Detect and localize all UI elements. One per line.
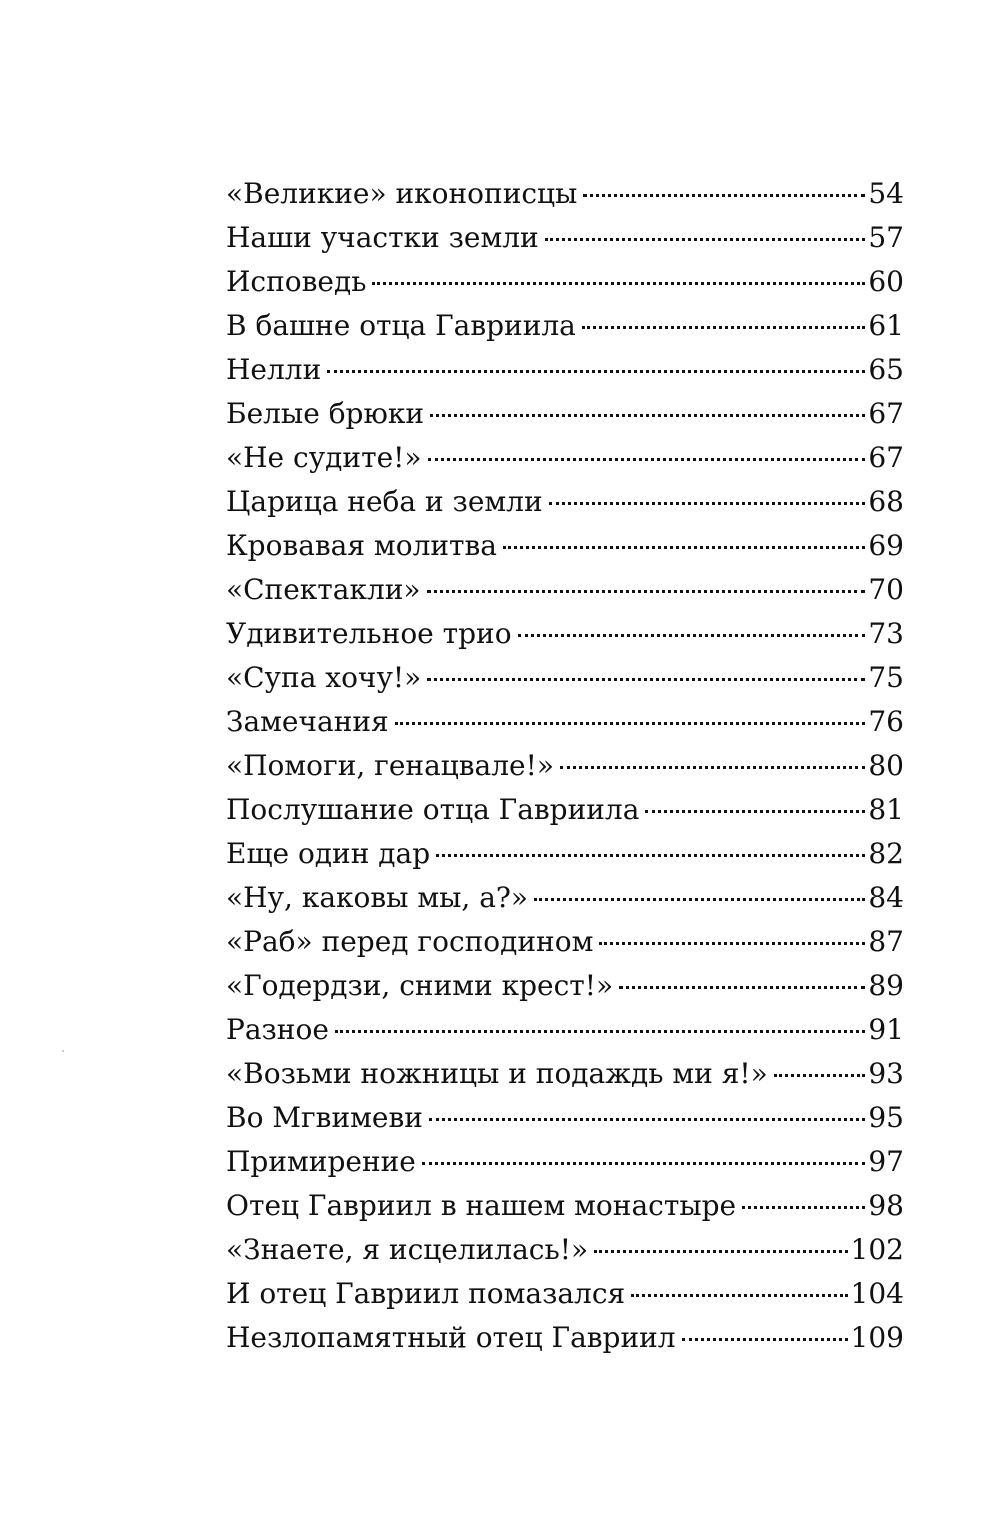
toc-entry <box>226 1184 904 1228</box>
toc-entry <box>226 832 904 876</box>
toc-entry-page: 67 <box>868 397 904 430</box>
toc-entry <box>226 436 904 480</box>
toc-entry-page: 67 <box>868 441 904 474</box>
toc-entry <box>226 172 904 216</box>
toc-entry <box>226 480 904 524</box>
toc-leader-dots <box>583 194 865 197</box>
toc-entry-title: «Возьми ножницы и подаждь ми я!» <box>226 1057 768 1090</box>
toc-entry-title: «Не судите!» <box>226 441 422 474</box>
toc-leader-dots <box>582 326 865 329</box>
toc-entry <box>226 524 904 568</box>
toc-entry-title: В башне отца Гавриила <box>226 309 576 342</box>
toc-leader-dots <box>428 458 866 461</box>
toc-entry <box>226 788 904 832</box>
toc-entry <box>226 304 904 348</box>
scan-speck <box>62 1050 64 1052</box>
toc-entry <box>226 744 904 788</box>
toc-entry-page: 73 <box>868 617 904 650</box>
toc-entry-title: Примирение <box>226 1145 416 1178</box>
table-of-contents <box>226 172 904 1360</box>
toc-leader-dots <box>645 810 865 813</box>
toc-entry <box>226 392 904 436</box>
toc-entry <box>226 656 904 700</box>
toc-entry-title: Во Мгвимеви <box>226 1101 423 1134</box>
toc-entry <box>226 1008 904 1052</box>
toc-entry-page: 87 <box>868 925 904 958</box>
toc-entry-title: «Знаете, я исцелилась!» <box>226 1233 589 1266</box>
toc-entry-title: Отец Гавриил в нашем монастыре <box>226 1189 737 1222</box>
toc-entry-title: Царица неба и земли <box>226 485 543 518</box>
toc-entry-title: «Супа хочу!» <box>226 661 422 694</box>
toc-entry <box>226 568 904 612</box>
toc-entry-title: «Раб» перед господином <box>226 925 594 958</box>
toc-entry-title: И отец Гавриил помазался <box>226 1277 626 1310</box>
toc-entry-page: 84 <box>868 881 904 914</box>
toc-entry-page: 97 <box>868 1145 904 1178</box>
toc-entry <box>226 1316 904 1360</box>
toc-leader-dots <box>335 1030 865 1033</box>
toc-entry-title: «Помоги, генацвале!» <box>226 749 554 782</box>
toc-entry <box>226 260 904 304</box>
toc-leader-dots <box>427 678 865 681</box>
toc-entry-page: 98 <box>868 1189 904 1222</box>
toc-leader-dots <box>774 1074 866 1077</box>
toc-entry-page: 81 <box>868 793 904 826</box>
toc-entry <box>226 920 904 964</box>
toc-leader-dots <box>422 1162 866 1165</box>
toc-entry-title: Замечания <box>226 705 389 738</box>
toc-leader-dots <box>594 1250 847 1253</box>
toc-leader-dots <box>742 1206 865 1209</box>
toc-entry-page: 69 <box>868 529 904 562</box>
toc-leader-dots <box>427 590 866 593</box>
toc-entry <box>226 700 904 744</box>
toc-entry-page: 91 <box>868 1013 904 1046</box>
toc-entry <box>226 216 904 260</box>
toc-entry <box>226 964 904 1008</box>
toc-entry-page: 61 <box>868 309 904 342</box>
toc-leader-dots <box>430 414 865 417</box>
toc-entry-title: «Великие» иконописцы <box>226 177 578 210</box>
toc-leader-dots <box>395 722 866 725</box>
toc-leader-dots <box>549 502 866 505</box>
toc-entry-title: Нелли <box>226 353 322 386</box>
toc-entry-page: 82 <box>868 837 904 870</box>
toc-entry-title: Исповедь <box>226 265 367 298</box>
toc-entry-title: Кровавая молитва <box>226 529 497 562</box>
toc-entry-title: Наши участки земли <box>226 221 539 254</box>
toc-leader-dots <box>545 238 866 241</box>
toc-entry-page: 57 <box>868 221 904 254</box>
toc-entry-page: 80 <box>868 749 904 782</box>
toc-leader-dots <box>599 942 865 945</box>
toc-leader-dots <box>682 1338 848 1341</box>
toc-entry-title: Удивительное трио <box>226 617 512 650</box>
toc-leader-dots <box>436 854 865 857</box>
toc-entry-page: 109 <box>850 1321 904 1354</box>
toc-entry-title: «Годердзи, сними крест!» <box>226 969 614 1002</box>
toc-entry <box>226 612 904 656</box>
toc-entry-page: 95 <box>868 1101 904 1134</box>
toc-leader-dots <box>631 1294 847 1297</box>
toc-entry <box>226 876 904 920</box>
toc-entry-page: 76 <box>868 705 904 738</box>
toc-entry-title: «Ну, каковы мы, а?» <box>226 881 529 914</box>
toc-entry-page: 70 <box>868 573 904 606</box>
toc-entry <box>226 1096 904 1140</box>
toc-entry-page: 54 <box>868 177 904 210</box>
toc-leader-dots <box>429 1118 865 1121</box>
toc-entry-page: 75 <box>868 661 904 694</box>
toc-entry <box>226 348 904 392</box>
toc-entry-title: Незлопамятный отец Гавриил <box>226 1321 676 1354</box>
toc-leader-dots <box>327 370 865 373</box>
toc-entry-page: 93 <box>868 1057 904 1090</box>
toc-entry-title: Белые брюки <box>226 397 425 430</box>
toc-entry-page: 60 <box>868 265 904 298</box>
toc-entry-page: 65 <box>868 353 904 386</box>
toc-leader-dots <box>560 766 865 769</box>
toc-entry <box>226 1272 904 1316</box>
toc-entry-page: 68 <box>868 485 904 518</box>
toc-entry <box>226 1140 904 1184</box>
toc-entry <box>226 1228 904 1272</box>
toc-leader-dots <box>534 898 865 901</box>
toc-leader-dots <box>503 546 865 549</box>
toc-entry-title: Еще один дар <box>226 837 431 870</box>
toc-entry-page: 104 <box>850 1277 904 1310</box>
toc-leader-dots <box>372 282 865 285</box>
toc-entry-page: 89 <box>868 969 904 1002</box>
toc-leader-dots <box>518 634 866 637</box>
toc-entry-title: «Спектакли» <box>226 573 421 606</box>
toc-entry <box>226 1052 904 1096</box>
toc-entry-title: Разное <box>226 1013 329 1046</box>
toc-entry-title: Послушание отца Гавриила <box>226 793 640 826</box>
toc-entry-page: 102 <box>850 1233 904 1266</box>
toc-leader-dots <box>619 986 865 989</box>
